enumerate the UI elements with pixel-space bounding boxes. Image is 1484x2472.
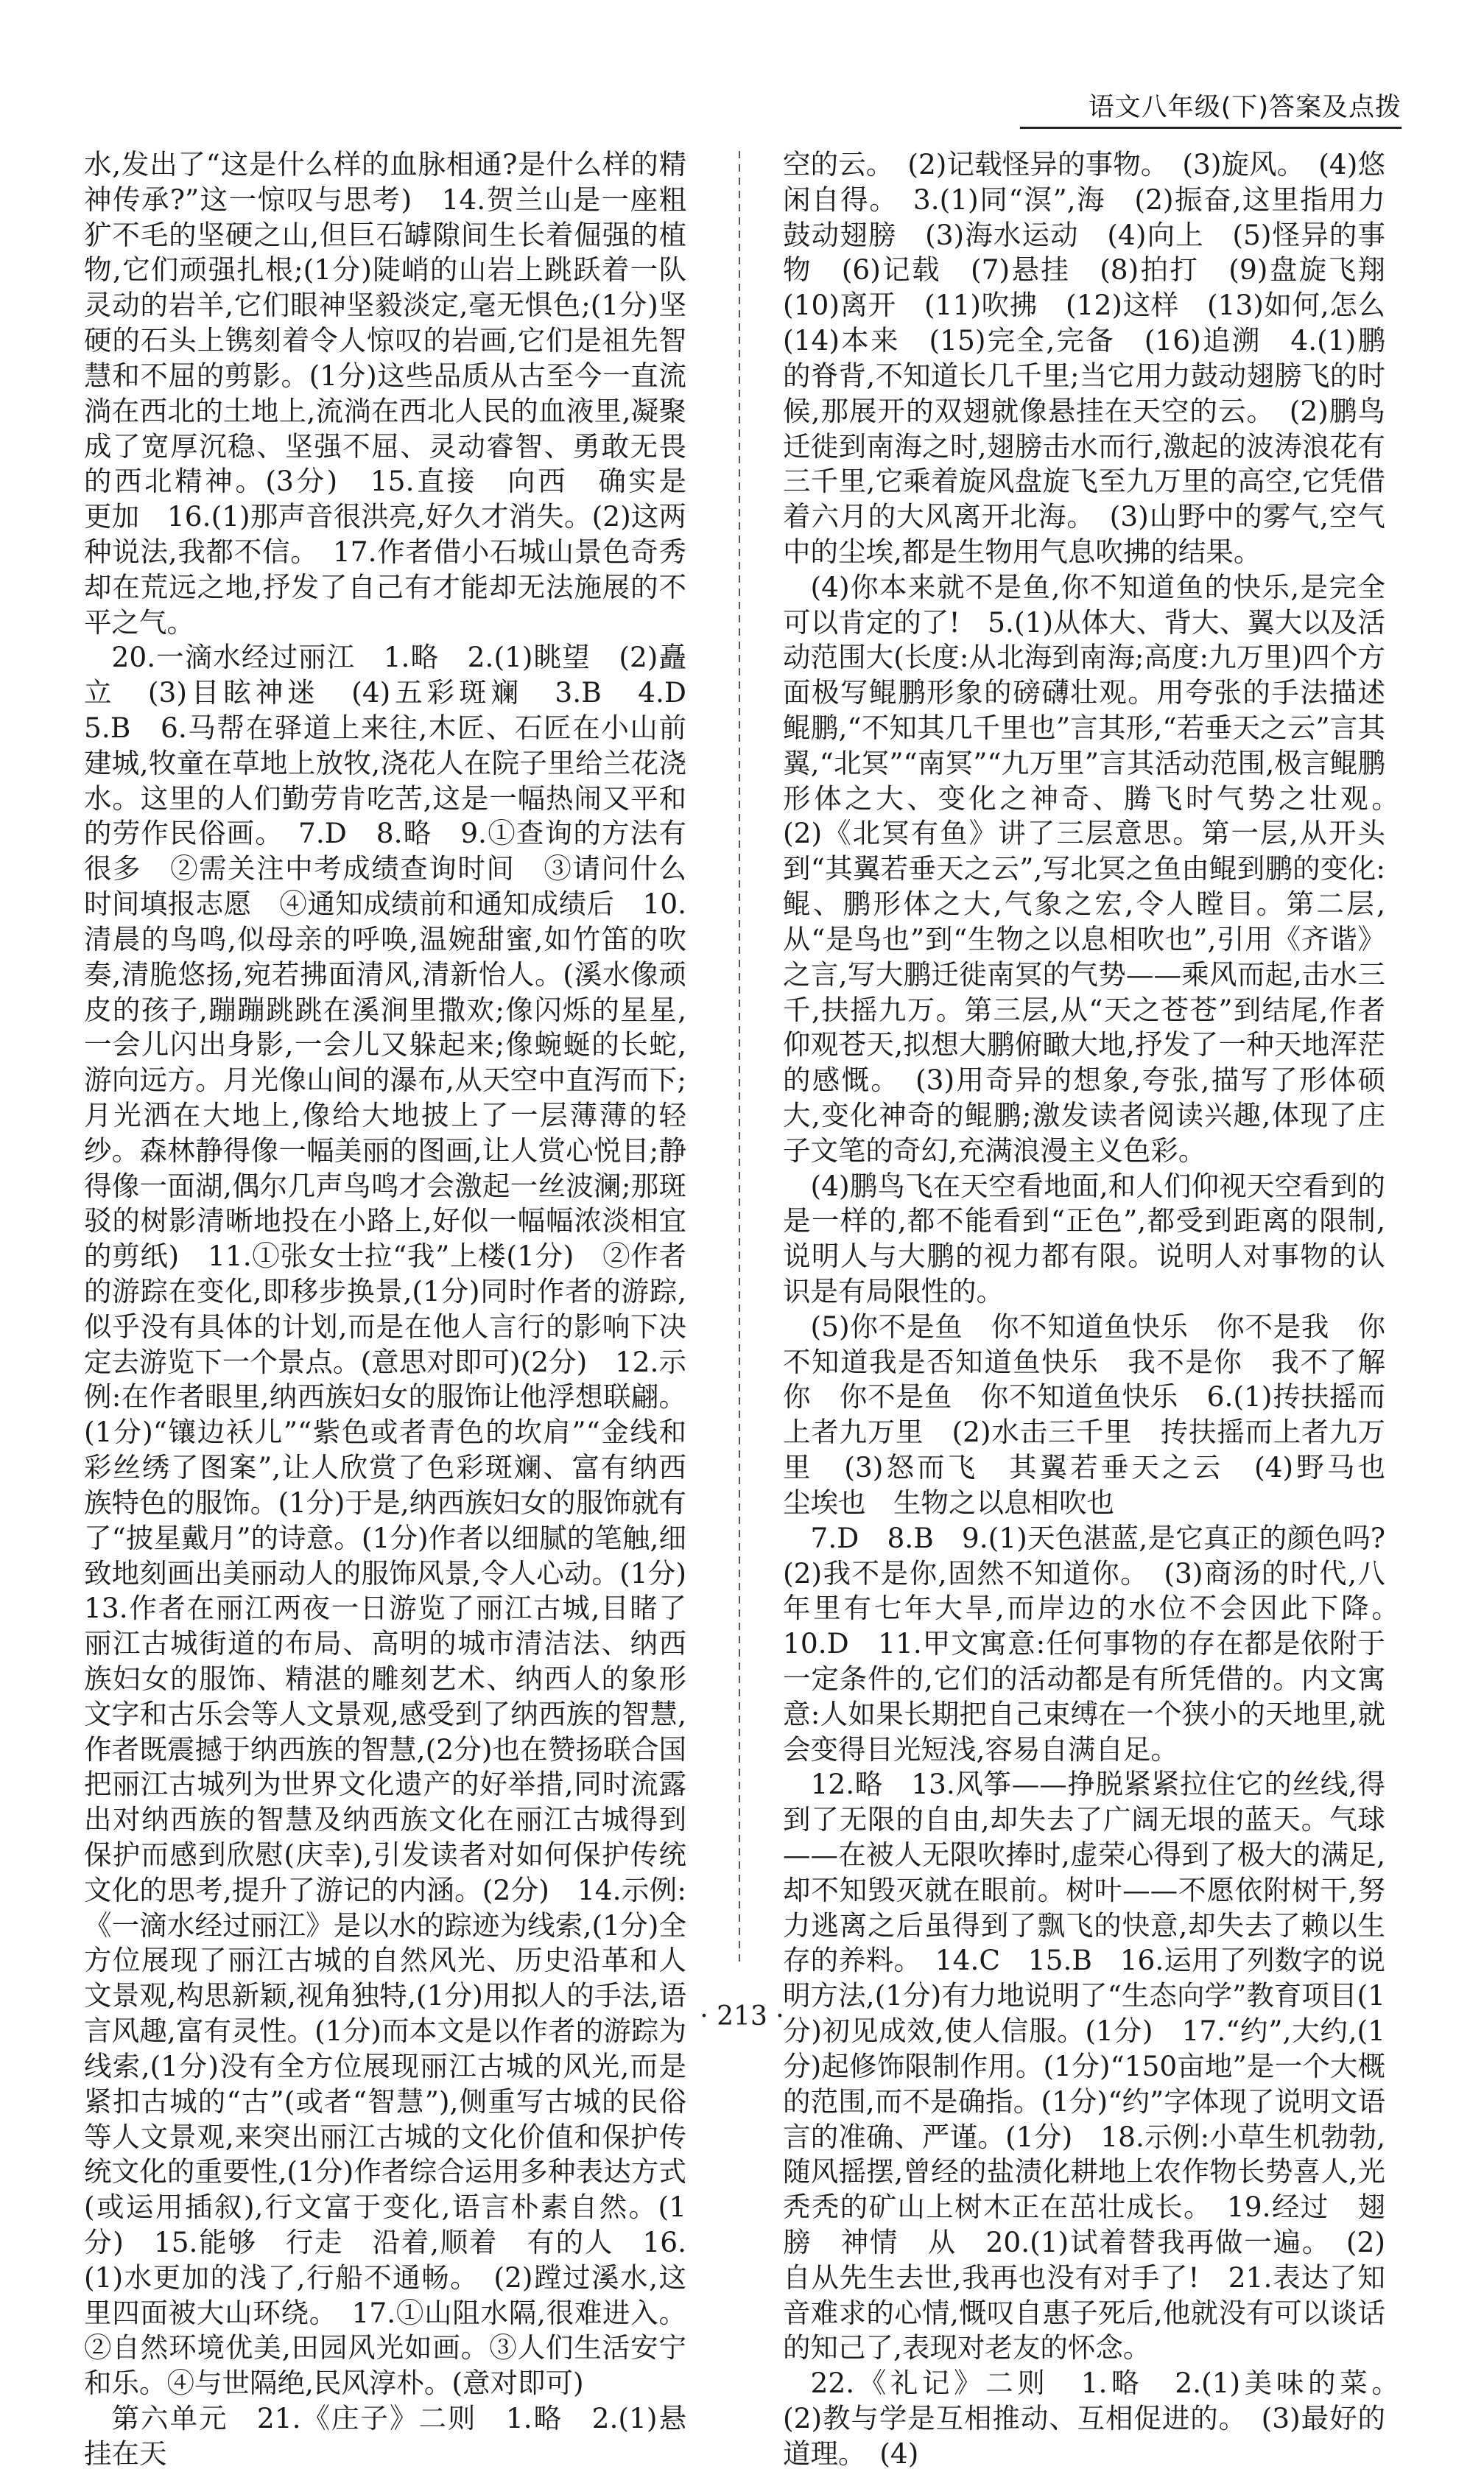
left-paragraph-1: 水,发出了“这是什么样的血脉相通?是什么样的精神传承?”这一惊叹与思考) 14.贺兰山是一座粗犷不毛的坚硬之山,但巨石罅隙间生长着倔强的植物,它们顽强扎根;(1分)陡峭的山岩上跳跃着一队灵动的岩羊,它们眼神坚毅淡定,毫无惧色;(1分)坚硬的石头上镌刻着令人惊叹的岩画,它们是祖先智慧和不屈的剪影。(1分)这些品质从古至今一直流淌在西北的土地上,流淌在西北人民的血液里,凝聚成了宽厚沉稳、坚强不屈、灵动睿智、勇敢无畏的西北精神。(3分) 15.直接 向西 确实是 更加 16.(1)那声音很洪亮,好久才消失。(2)这两种说法,我都不信。 17.作者借小石城山景色奇秀却在荒远之地,抒发了自己有才能却无法施展的不平之气。 <box>84 148 714 639</box>
right-paragraph-3: (4)鹏鸟飞在天空看地面,和人们仰视天空看到的是一样的,都不能看到“正色”,都受到距离的限制,说明人与大鹏的视力都有限。说明人对事物的认识是有局限性的。 <box>783 1169 1385 1307</box>
right-paragraph-5: 7.D 8.B 9.(1)天色湛蓝,是它真正的颜色吗? (2)我不是你,固然不知道你。 (3)商汤的时代,八年里有七年大旱,而岸边的水位不会因此下降。 10.D 11.甲文寓意:任何事物的存在都是依附于一定条件的,它们的活动都是有所凭借的。内文寓意:人如果长期把自己束缚在一个狭小的天地里,就会变得目光短浅,容易自满自足。 <box>783 1521 1413 1766</box>
running-header: 语文八年级(下)答案及点拨 <box>1088 93 1402 122</box>
left-paragraph-3: 第六单元 21.《庄子》二则 1.略 2.(1)悬挂在天 <box>84 2402 686 2470</box>
right-paragraph-4: (5)你不是鱼 你不知道鱼快乐 你不是我 你不知道我是否知道鱼快乐 我不是你 我不了解你 你不是鱼 你不知道鱼快乐 6.(1)抟扶摇而上者九万里 (2)水击三千里 抟扶摇而上者九万里 (3)怒而飞 其翼若垂天之云 (4)野马也 尘埃也 生物之以息相吹也 <box>783 1310 1413 1519</box>
column-divider <box>739 151 740 1963</box>
right-column <box>783 147 1413 2472</box>
right-paragraph-6: 12.略 13.风筝——挣脱紧紧拉住它的丝线,得到了无限的自由,却失去了广阔无垠的蓝天。气球——在被人无限吹捧时,虚荣心得到了极大的满足,却不知毁灭就在眼前。树叶——不愿依附树干,努力逃离之后虽得到了飘飞的快意,却失去了赖以生存的养料。 14.C 15.B 16.运用了列数字的说明方法,(1分)有力地说明了“生态向学”教育项目(1分)初见成效,使人信服。(1分) 17.“约”,大约,(1分)起修饰限制作用。(1分)“150亩地”是一个大概的范围,而不是确指。(1分)“约”字体现了说明文语言的准确、严谨。(1分) 18.示例:小草生机勃勃,随风摇摆,曾经的盐渍化耕地上农作物长势喜人,光秃秃的矿山上树木正在茁壮成长。 19.经过 翅膀 神情 从 20.(1)试着替我再做一遍。 (2)自从先生去世,我再也没有对手了! 21.表达了知音难求的心情,慨叹自惠子死后,他就没有可以谈话的知己了,表现对老友的怀念。 <box>783 1768 1385 2364</box>
right-paragraph-1: 空的云。 (2)记载怪异的事物。 (3)旋风。 (4)悠闲自得。 3.(1)同“溟”,海 (2)振奋,这里指用力鼓动翅膀 (3)海水运动 (4)向上 (5)怪异的事物 (6)记载 (7)悬挂 (8)拍打 (9)盘旋飞翔 (10)离开 (11)吹拂 (12)这样 (13)如何,怎么 (14)本来 (15)完全,完备 (16)追溯 4.(1)鹏的脊背,不知道长几千里;当它用力鼓动翅膀飞的时候,那展开的双翅就像悬挂在天空的云。 (2)鹏鸟迁徙到南海之时,翅膀击水而行,激起的波涛浪花有三千里,它乘着旋风盘旋飞至九万里的高空,它凭借着六月的大风离开北海。 (3)山野中的雾气,空气中的尘埃,都是生物用气息吹拂的结果。 <box>783 148 1413 568</box>
right-paragraph-7: 22.《礼记》二则 1.略 2.(1)美味的菜。 (2)教与学是互相推动、互相促进的。 (3)最好的道理。 (4) <box>783 2367 1413 2470</box>
header-rule <box>1020 127 1402 129</box>
right-paragraph-2: (4)你本来就不是鱼,你不知道鱼的快乐,是完全可以肯定的了! 5.(1)从体大、背大、翼大以及活动范围大(长度:从北海到南海;高度:九万里)四个方面极写鲲鹏形象的磅礴壮观。用夸张的手法描述鲲鹏,“不知其几千里也”言其形,“若垂天之云”言其翼,“北冥”“南冥”“九万里”言其活动范围,极言鲲鹏形体之大、变化之神奇、腾飞时气势之壮观。 (2)《北冥有鱼》讲了三层意思。第一层,从开头到“其翼若垂天之云”,写北冥之鱼由鲲到鹏的变化:鲲、鹏形体之大,气象之宏,令人瞠目。第二层,从“是鸟也”到“生物之以息相吹也”,引用《齐谐》之言,写大鹏迁徙南冥的气势——乘风而起,击水三千,扶摇九万。第三层,从“天之苍苍”到结尾,作者仰观苍天,拟想大鹏俯瞰大地,抒发了一种天地浑茫的感慨。 (3)用奇异的想象,夸张,描写了形体硕大,变化神奇的鲲鹏;激发读者阅读兴趣,体现了庄子文笔的奇幻,充满浪漫主义色彩。 <box>783 570 1413 1167</box>
left-column <box>84 147 714 2472</box>
page-number: · 213 · <box>700 2001 784 2032</box>
left-paragraph-2: 20.一滴水经过丽江 1.略 2.(1)眺望 (2)矗立 (3)目眩神迷 (4)五彩斑斓 3.B 4.D 5.B 6.马帮在驿道上来往,木匠、石匠在小山前建城,牧童在草地上放牧,浇花人在院子里给兰花浇水。这里的人们勤劳肯吃苦,这是一幅热闹又平和的劳作民俗画。 7.D 8.略 9.①查询的方法有很多 ②需关注中考成绩查询时间 ③请问什么时间填报志愿 ④通知成绩前和通知成绩后 10.清晨的鸟鸣,似母亲的呼唤,温婉甜蜜,如竹笛的吹奏,清脆悠扬,宛若拂面清风,清新怡人。(溪水像顽皮的孩子,蹦蹦跳跳在溪涧里撒欢;像闪烁的星星,一会儿闪出身影,一会儿又躲起来;像蜿蜒的长蛇,游向远方。月光像山间的瀑布,从天空中直泻而下;月光洒在大地上,像给大地披上了一层薄薄的轻纱。森林静得像一幅美丽的图画,让人赏心悦目;静得像一面湖,偶尔几声鸟鸣才会激起一丝波澜;那斑驳的树影清晰地投在小路上,好似一幅幅浓淡相宜的剪纸) 11.①张女士拉“我”上楼(1分) ②作者的游踪在变化,即移步换景,(1分)同时作者的游踪,似乎没有具体的计划,而是在他人言行的影响下决定去游览下一个景点。(意思对即可)(2分) 12.示例:在作者眼里,纳西族妇女的服饰让他浮想联翩。(1分)“镶边袄儿”“紫色或者青色的坎肩”“金线和彩丝绣了图案”,让人欣赏了色彩斑斓、富有纳西族特色的服饰。(1分)于是,纳西族妇女的服饰就有了“披星戴月”的诗意。(1分)作者以细腻的笔触,细致地刻画出美丽动人的服饰风景,令人心动。(1分) 13.作者在丽江两夜一日游览了丽江古城,目睹了丽江古城街道的布局、高明的城市清洁法、纳西族妇女的服饰、精湛的雕刻艺术、纳西人的象形文字和古乐会等人文景观,感受到了纳西族的智慧,作者既震撼于纳西族的智慧,(2分)也在赞扬联合国把丽江古城列为世界文化遗产的好举措,同时流露出对纳西族的智慧及纳西族文化在丽江古城得到保护而感到欣慰(庆幸),引发读者对如何保护传统文化的思考,提升了游记的内涵。(2分) 14.示例:《一滴水经过丽江》是以水的踪迹为线索,(1分)全方位展现了丽江古城的自然风光、历史沿革和人文景观,构思新颖,视角独特,(1分)用拟人的手法,语言风趣,富有灵性。(1分)而本文是以作者的游踪为线索,(1分)没有全方位展现丽江古城的风光,而是紧扣古城的“古”(或者“智慧”),侧重写古城的民俗等人文景观,来突出丽江古城的文化价值和保护传统文化的重要性,(1分)作者综合运用多种表达方式(或运用插叙),行文富于变化,语言朴素自然。(1分) 15.能够 行走 沿着,顺着 有的人 16.(1)水更加的浅了,行船不通畅。 (2)蹚过溪水,这里四面被大山环绕。 17.①山阻水隔,很难进入。②自然环境优美,田园风光如画。③人们生活安宁和乐。④与世隔绝,民风淳朴。(意对即可) <box>84 641 714 2400</box>
